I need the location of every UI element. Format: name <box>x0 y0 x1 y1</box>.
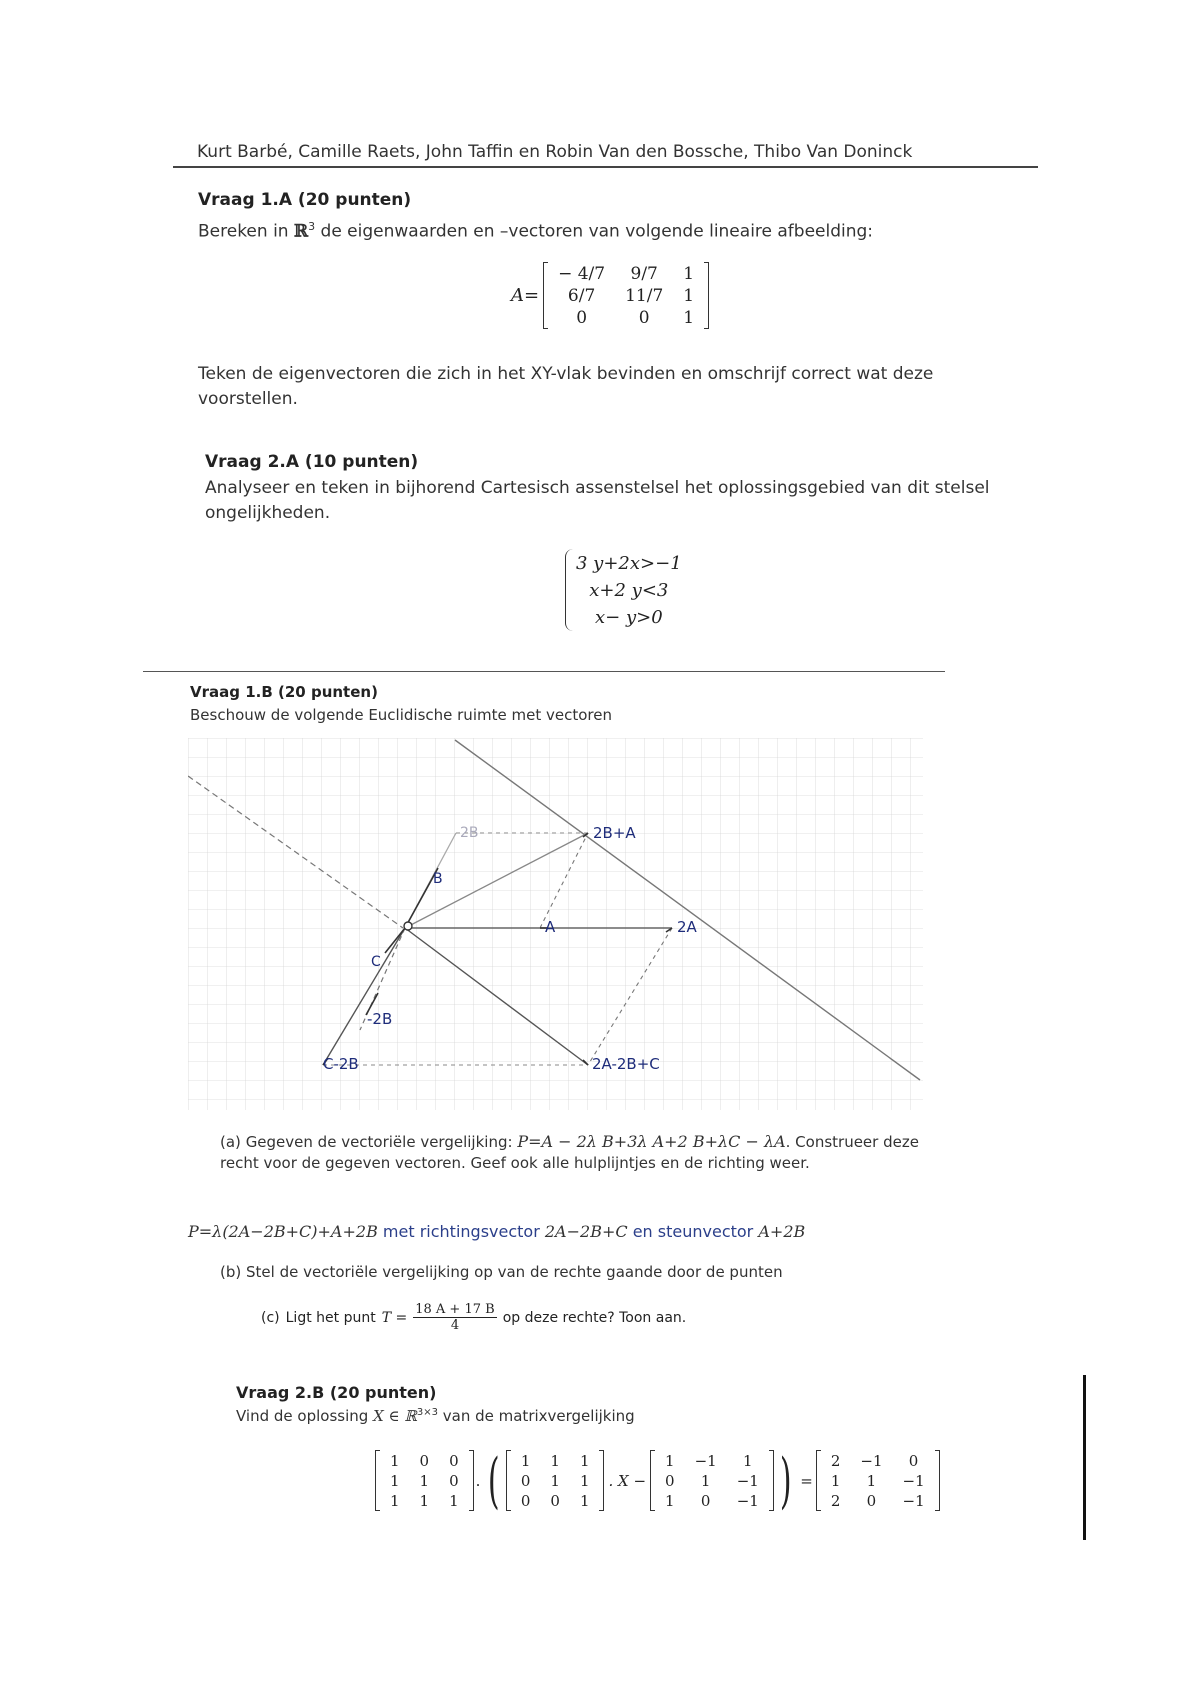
q2b-intro-post: van de matrixvergelijking <box>442 1407 635 1425</box>
matrix-m1 <box>375 1450 474 1511</box>
label-minus-2b: -2B <box>367 1010 393 1028</box>
vector-diagram <box>188 738 923 1110</box>
q1a-matrix-label: A= <box>511 285 540 306</box>
q1a-space: ℝ <box>293 221 309 242</box>
matrix-m4 <box>816 1450 940 1511</box>
q1b-part-c <box>261 1302 686 1333</box>
matrix-cell: 1 <box>683 285 695 306</box>
q2a-text: Analyseer en teken in bijhorend Cartesisch assenstelsel het oplossingsgebied van dit stelsel ongelijkheden. <box>205 478 990 523</box>
q1a-task: Teken de eigenvectoren die zich in het XY-vlak bevinden en omschrijf correct wat deze voorstellen. <box>198 364 934 409</box>
op-dot: . <box>475 1471 481 1490</box>
matrix-cell: 0 <box>665 1471 675 1490</box>
q2b-intro-pre: Vind de oplossing <box>236 1407 369 1425</box>
matrix-cell: 1 <box>683 263 695 284</box>
matrix-cell: 0 <box>576 307 588 328</box>
part-a-continuation: . Construeer deze recht voor de gegeven vectoren. Geef ook alle hulplijntjes en de richting weer. <box>220 1133 919 1172</box>
fraction-numerator: 18 A + 17 B <box>415 1302 495 1317</box>
authors-header: Kurt Barbé, Camille Raets, John Taffin en Robin Van den Bossche, Thibo Van Doninck <box>197 142 913 162</box>
matrix-cell: − 4/7 <box>558 263 606 284</box>
part-b-text: Stel de vectoriële vergelijking op van de rechte gaande door de punten <box>246 1263 783 1281</box>
q1b-intro: Beschouw de volgende Euclidische ruimte met vectoren <box>190 706 612 724</box>
paren-left: ( <box>488 1445 500 1516</box>
matrix-cell: 1 <box>520 1451 531 1470</box>
op-times-x-minus: . X − <box>608 1471 647 1490</box>
q1b-answer <box>188 1222 805 1241</box>
matrix-cell: 1 <box>419 1471 430 1490</box>
matrix-cell: 1 <box>700 1471 711 1490</box>
part-a-text: Gegeven de vectoriële vergelijking: <box>245 1133 513 1151</box>
q1a-matrix <box>543 262 709 329</box>
part-c-post: op deze rechte? Toon aan. <box>502 1309 687 1326</box>
matrix-cell: 1 <box>743 1451 753 1470</box>
matrix-cell: 1 <box>390 1491 400 1510</box>
q1b-part-a <box>220 1131 920 1174</box>
matrix-cell: 0 <box>638 307 650 328</box>
q2b-var: X ∈ ℝ <box>373 1407 417 1425</box>
q1b-part-b <box>220 1263 783 1281</box>
matrix-cell: 1 <box>419 1491 430 1510</box>
matrix-cell: 0 <box>520 1491 531 1510</box>
matrix-cell: 1 <box>665 1451 675 1470</box>
matrix-cell: −1 <box>736 1491 759 1510</box>
label-2b-plus-a: 2B+A <box>593 824 636 842</box>
matrix-cell: 0 <box>449 1471 459 1490</box>
label-a: A <box>545 918 556 936</box>
part-c-pre: Ligt het punt <box>285 1309 376 1326</box>
matrix-cell: 1 <box>579 1451 590 1470</box>
q1a-intro-pre: Bereken in <box>198 221 289 242</box>
matrix-cell: −1 <box>736 1471 759 1490</box>
matrix-cell: 1 <box>866 1471 877 1490</box>
matrix-cell: 1 <box>579 1491 590 1510</box>
q1a-matrix-eq <box>511 262 709 329</box>
matrix-cell: 0 <box>866 1491 877 1510</box>
matrix-cell: 0 <box>419 1451 430 1470</box>
matrix-cell: 2 <box>830 1451 841 1470</box>
matrix-cell: 1 <box>665 1491 675 1510</box>
inequality: x+2 y<3 <box>589 580 669 601</box>
answer-and-text: en steunvector <box>632 1222 754 1241</box>
label-2a: 2A <box>677 918 697 936</box>
label-result: 2A-2B+C <box>592 1055 660 1073</box>
label-b: B <box>433 871 443 887</box>
q1a-intro <box>198 214 873 245</box>
matrix-cell: 0 <box>700 1491 711 1510</box>
header-divider <box>173 166 1038 168</box>
q2a-title: Vraag 2.A (10 punten) <box>205 452 419 472</box>
matrix-cell: 0 <box>550 1491 560 1510</box>
matrix-cell: 6/7 <box>567 285 596 306</box>
label-c: C <box>371 954 381 970</box>
q2b-var-exp: 3×3 <box>416 1407 438 1418</box>
label-c-minus-2b: C-2B <box>323 1055 359 1073</box>
part-a-equation: P=A − 2λ B+3λ A+2 B+λC − λA <box>517 1132 786 1151</box>
q1a-title: Vraag 1.A (20 punten) <box>198 190 412 210</box>
section-divider <box>143 671 945 672</box>
matrix-cell: 1 <box>449 1491 459 1510</box>
matrix-m2 <box>506 1450 605 1511</box>
q1a-space-exp: 3 <box>308 220 316 233</box>
matrix-cell: −1 <box>860 1451 883 1470</box>
matrix-cell: 1 <box>390 1471 400 1490</box>
matrix-cell: 0 <box>908 1451 919 1470</box>
matrix-cell: 1 <box>579 1471 590 1490</box>
matrix-cell: 1 <box>550 1451 560 1470</box>
fraction-denominator: 4 <box>450 1318 460 1333</box>
answer-equation: P=λ(2A−2B+C)+A+2B <box>188 1222 378 1241</box>
label-2b-faded: 2B <box>460 825 479 841</box>
q1a-intro-post: de eigenwaarden en –vectoren van volgende lineaire afbeelding: <box>320 221 874 242</box>
matrix-cell: 1 <box>550 1471 560 1490</box>
part-b-label: (b) <box>220 1263 242 1281</box>
answer-support-vector: A+2B <box>758 1222 806 1241</box>
q1b-title: Vraag 1.B (20 punten) <box>190 683 378 701</box>
matrix-cell: 2 <box>830 1491 841 1510</box>
matrix-cell: 11/7 <box>625 285 664 306</box>
matrix-cell: 1 <box>683 307 695 328</box>
q2b-matrix-equation <box>375 1445 940 1516</box>
matrix-cell: −1 <box>902 1491 925 1510</box>
matrix-cell: 0 <box>520 1471 531 1490</box>
answer-mid-text: met richtingsvector <box>382 1222 540 1241</box>
inequality: 3 y+2x>−1 <box>576 553 682 574</box>
matrix-cell: −1 <box>694 1451 717 1470</box>
margin-vertical-line <box>1083 1375 1086 1540</box>
paren-right: ) <box>779 1445 792 1516</box>
part-c-var: T = <box>381 1309 408 1326</box>
grid-background <box>188 738 923 1110</box>
part-a-label: (a) <box>220 1133 241 1151</box>
answer-direction-vector: 2A−2B+C <box>544 1222 628 1241</box>
matrix-cell: −1 <box>902 1471 925 1490</box>
matrix-cell: 9/7 <box>630 263 658 284</box>
q2a-system <box>576 550 682 631</box>
part-c-label: (c) <box>261 1309 280 1326</box>
part-c-fraction <box>413 1302 496 1333</box>
inequality: x− y>0 <box>594 607 663 628</box>
q2b-intro <box>236 1407 635 1425</box>
matrix-m3 <box>650 1450 774 1511</box>
matrix-cell: 1 <box>830 1471 841 1490</box>
system-brace <box>565 549 574 631</box>
matrix-cell: 1 <box>390 1451 400 1470</box>
q2b-title: Vraag 2.B (20 punten) <box>236 1383 437 1402</box>
op-equals: = <box>800 1471 813 1490</box>
matrix-cell: 0 <box>449 1451 459 1470</box>
origin-point <box>404 922 412 930</box>
